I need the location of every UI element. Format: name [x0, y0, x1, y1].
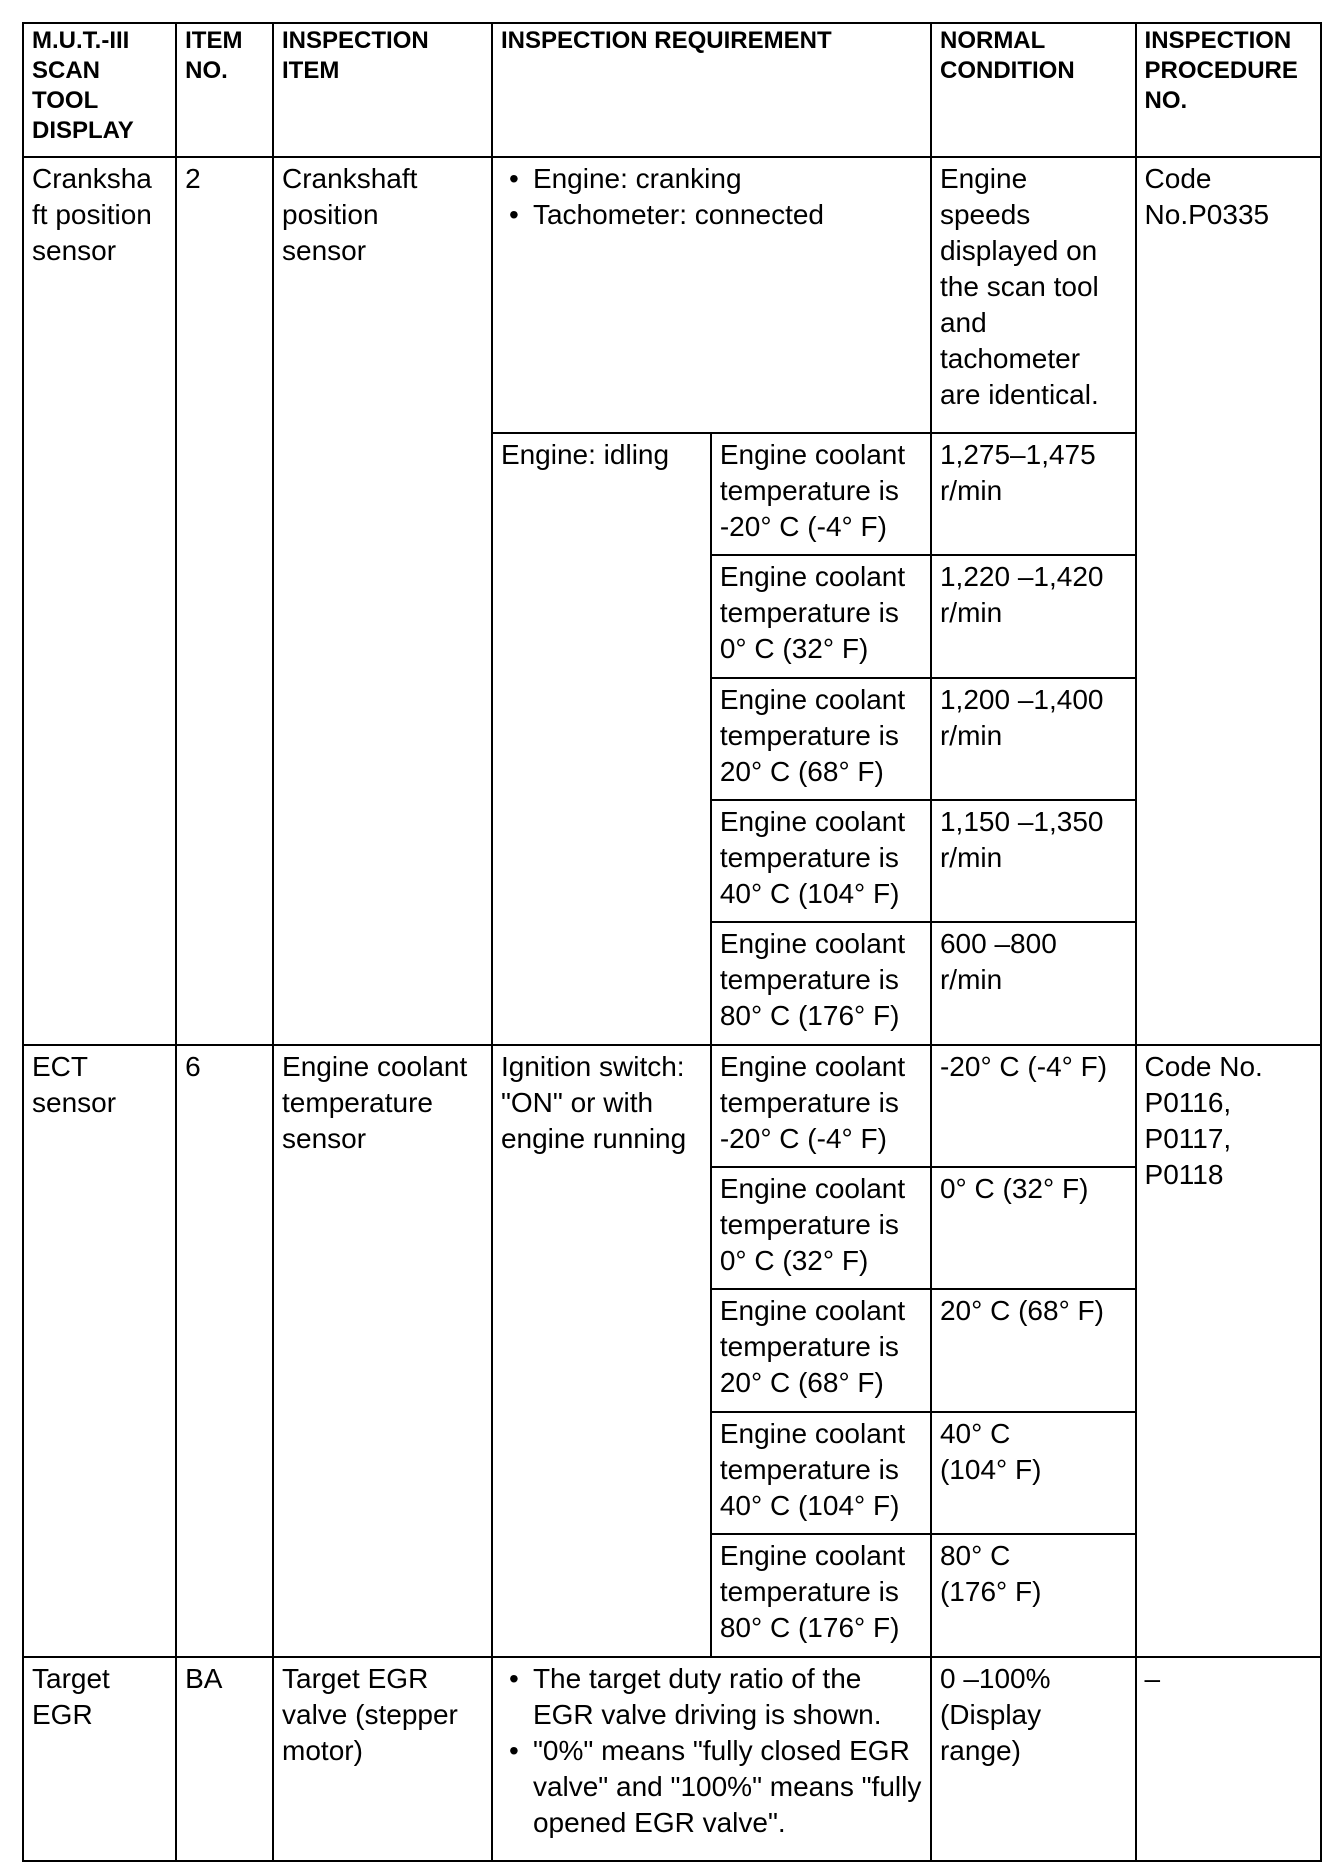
condition-cell: Engine coolant temperature is 0° C (32° F) [711, 555, 931, 677]
requirement-list [501, 161, 922, 233]
procedure-cell: – [1136, 1657, 1321, 1861]
condition-cell: Engine coolant temperature is 20° C (68° F) [711, 1289, 931, 1411]
header-item-no: ITEM NO. [176, 23, 273, 157]
normal-condition-cell: 1,150 –1,350 r/min [931, 800, 1136, 922]
normal-condition-cell: 20° C (68° F) [931, 1289, 1136, 1411]
condition-cell: Engine coolant temperature is -20° C (-4° F) [711, 433, 931, 555]
item-no-cell: 6 [176, 1045, 273, 1657]
normal-condition-cell: 40° C (104° F) [931, 1412, 1136, 1534]
item-no-cell: BA [176, 1657, 273, 1861]
condition-cell: Engine coolant temperature is -20° C (-4° F) [711, 1045, 931, 1167]
condition-cell: Engine coolant temperature is 80° C (176° F) [711, 1534, 931, 1656]
normal-condition-cell: 1,275–1,475 r/min [931, 433, 1136, 555]
display-cell: ECT sensor [23, 1045, 176, 1657]
normal-condition-cell: 600 –800 r/min [931, 922, 1136, 1044]
display-cell: Cranksha ft position sensor [23, 157, 176, 1045]
procedure-cell: Code No. P0116, P0117, P0118 [1136, 1045, 1321, 1657]
normal-condition-cell: 0 –100% (Display range) [931, 1657, 1136, 1861]
requirement-list [501, 1661, 922, 1841]
inspection-item-cell: Engine coolant temperature sensor [273, 1045, 492, 1657]
inspection-item-cell: Crankshaft position sensor [273, 157, 492, 1045]
normal-condition-cell: 1,220 –1,420 r/min [931, 555, 1136, 677]
procedure-cell: Code No.P0335 [1136, 157, 1321, 1045]
list-item: • "0%" means "fully closed EGR valve" and "100%" means "fully opened EGR valve". [501, 1733, 922, 1841]
header-row [23, 23, 1321, 157]
list-item: • The target duty ratio of the EGR valve driving is shown. [501, 1661, 922, 1733]
table-row [23, 157, 1321, 433]
display-cell: Target EGR [23, 1657, 176, 1861]
item-no-cell: 2 [176, 157, 273, 1045]
condition-cell: Engine coolant temperature is 0° C (32° F) [711, 1167, 931, 1289]
condition-cell: Engine coolant temperature is 80° C (176° F) [711, 922, 931, 1044]
table-row [23, 1657, 1321, 1861]
header-procedure: INSPECTION PROCEDURE NO. [1136, 23, 1321, 157]
normal-condition-cell: -20° C (-4° F) [931, 1045, 1136, 1167]
inspection-table [22, 22, 1322, 1862]
requirement-cell: Ignition switch: "ON" or with engine running [492, 1045, 711, 1657]
condition-cell: Engine coolant temperature is 20° C (68° F) [711, 678, 931, 800]
requirement-cell [492, 157, 931, 433]
table-row [23, 1045, 1321, 1167]
condition-cell: Engine coolant temperature is 40° C (104° F) [711, 800, 931, 922]
header-requirement: INSPECTION REQUIREMENT [492, 23, 931, 157]
list-item: • Engine: cranking [501, 161, 922, 197]
header-normal-condition: NORMAL CONDITION [931, 23, 1136, 157]
requirement-cell: Engine: idling [492, 433, 711, 1045]
header-display: M.U.T.-III SCAN TOOL DISPLAY [23, 23, 176, 157]
list-item: • Tachometer: connected [501, 197, 922, 233]
inspection-item-cell: Target EGR valve (stepper motor) [273, 1657, 492, 1861]
normal-condition-cell: Engine speeds displayed on the scan tool and tachometer are identical. [931, 157, 1136, 433]
requirement-cell [492, 1657, 931, 1861]
normal-condition-cell: 80° C (176° F) [931, 1534, 1136, 1656]
normal-condition-cell: 1,200 –1,400 r/min [931, 678, 1136, 800]
condition-cell: Engine coolant temperature is 40° C (104° F) [711, 1412, 931, 1534]
header-inspection-item: INSPECTION ITEM [273, 23, 492, 157]
normal-condition-cell: 0° C (32° F) [931, 1167, 1136, 1289]
